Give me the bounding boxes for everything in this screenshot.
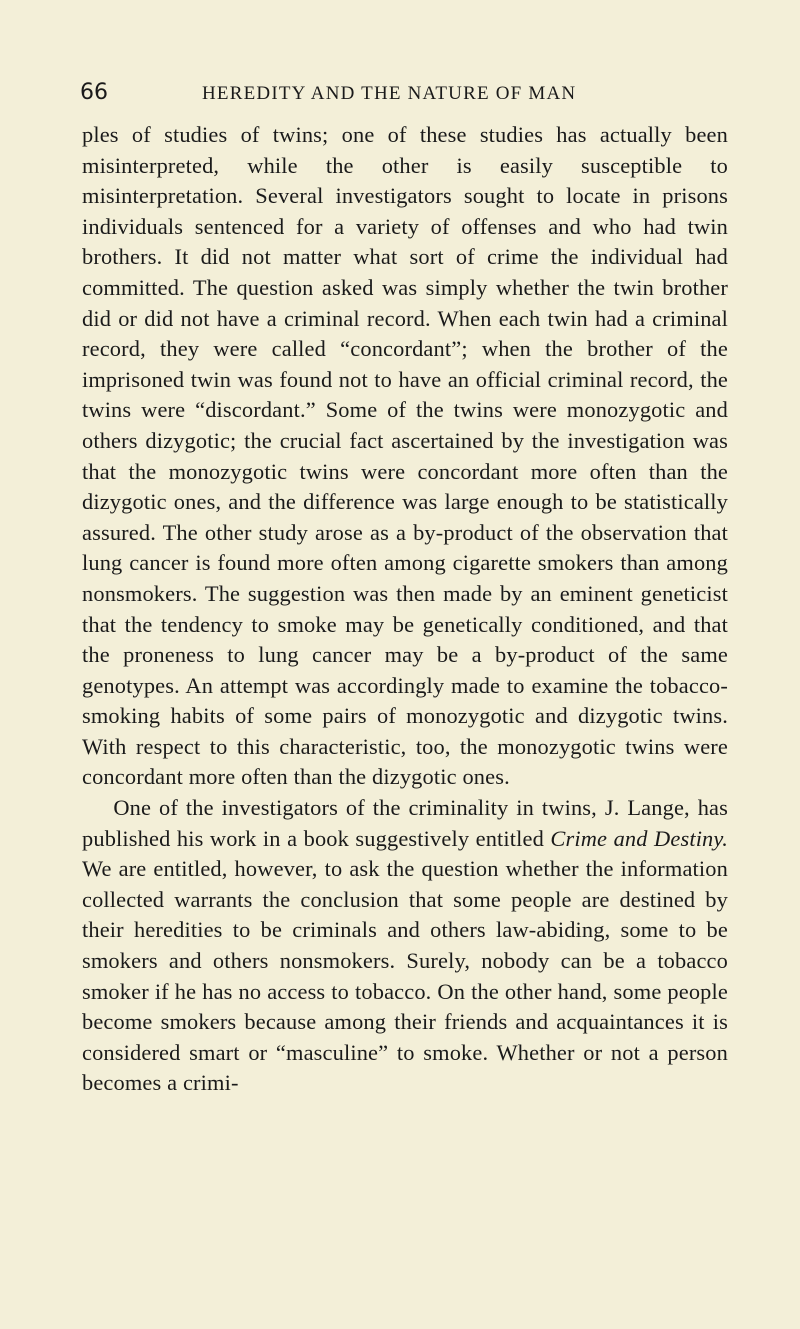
book-page [82,80,728,1099]
paragraph-2-text-start: One of the investigators of the criminality in twins, J. Lange, has published his work in a book suggestively entitled [82,795,728,851]
page-number: 66 [80,80,108,105]
running-head [82,80,728,120]
book-title: Crime and Destiny. [550,825,729,851]
body-paragraph-2 [82,793,728,1099]
body-paragraph-1: ples of studies of twins; one of these studies has actually been misinterpreted, while the other is easily susceptible to misinterpretation. Several investigators sought to locate in prisons individuals sentenced for a variety of offenses and who had twin brothers. It did not matter what sort of crime the individual had committed. The question asked was simply whether the twin brother did or did not have a criminal record. When each twin had a criminal record, they were called “concordant”; when the brother of the imprisoned twin was found not to have an official criminal record, the twins were “discordant.” Some of the twins were monozygotic and others dizygotic; the crucial fact ascertained by the investigation was that the monozygotic twins were concordant more often than the dizygotic ones, and the difference was large enough to be statistically assured. The other study arose as a by-product of the observation that lung cancer is found more often among cigarette smokers than among nonsmokers. The suggestion was then made by an eminent geneticist that the tendency to smoke may be genetically conditioned, and that the proneness to lung cancer may be a by-product of the same genotypes. An attempt was accordingly made to examine the tobacco-smoking habits of some pairs of monozygotic and dizygotic twins. With respect to this characteristic, too, the monozygotic twins were concordant more often than the dizygotic ones. [82,122,728,790]
running-title: HEREDITY AND THE NATURE OF MAN [202,83,577,104]
paragraph-2-text-end: We are entitled, however, to ask the question whether the information collected warrants the conclusion that some people are destined by their heredities to be criminals and others law-abiding, some to be smokers and others nonsmokers. Surely, nobody can be a tobacco smoker if he has no access to tobacco. On the other hand, some people become smokers because among their friends and acquaintances it is considered smart or “masculine” to smoke. Whether or not a person becomes a crimi- [82,856,728,1096]
